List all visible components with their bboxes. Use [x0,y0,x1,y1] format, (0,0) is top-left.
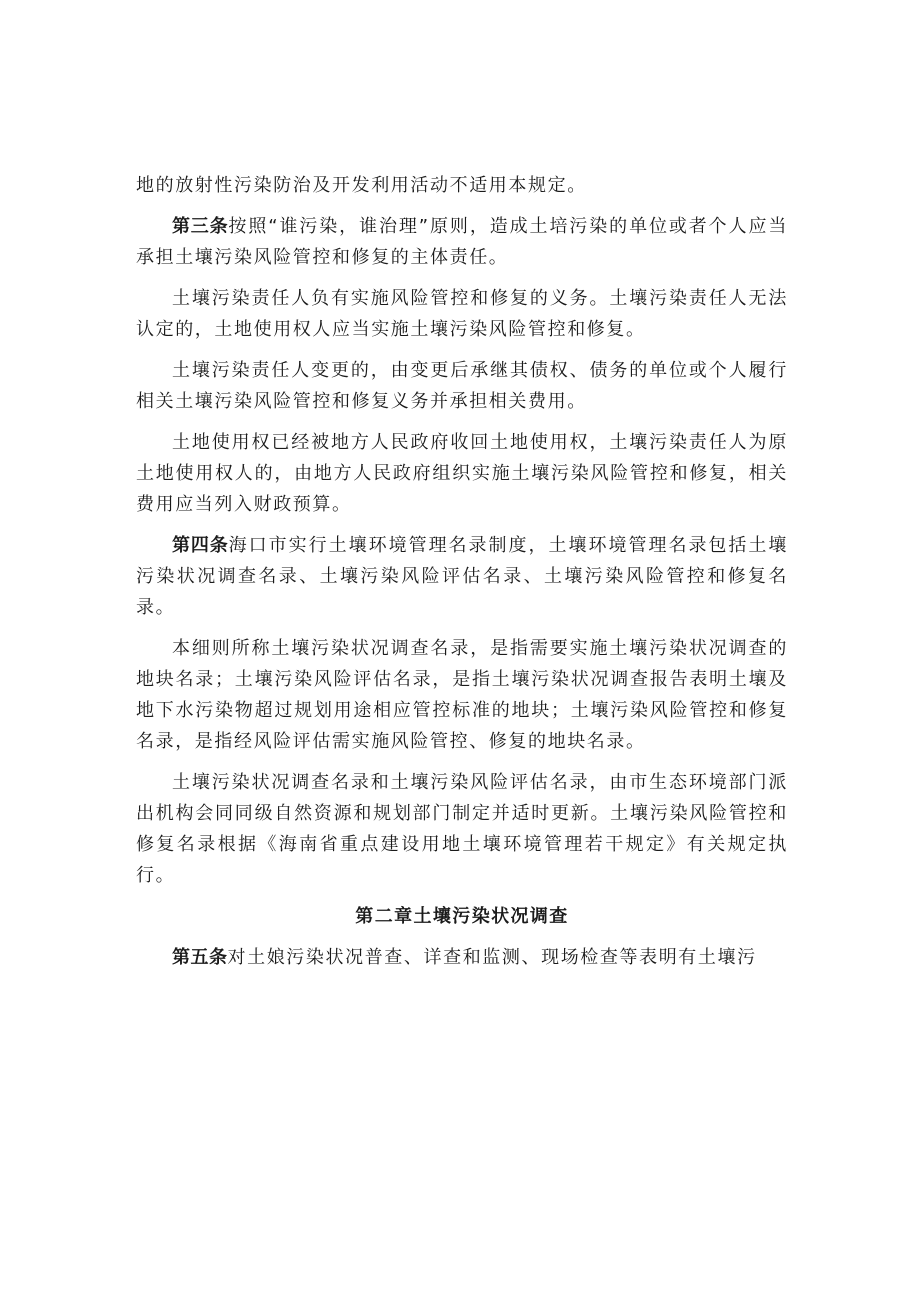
chapter-heading [136,901,788,932]
paragraph-text: 土壤污染状况调查名录和土壤污染风险评估名录，由市生态环境部门派出机构会同同级自然资源和规划部门制定并适时更新。土壤污染风险管控和修复名录根据《海南省重点建设用地土壤环境管理若干规定》有关规定执行。 [136,772,788,886]
document-body [136,170,788,983]
paragraph [136,633,788,757]
chapter-heading-text: 第二章土壤污染状况调查 [355,906,569,927]
paragraph-text: 按照“谁污染，谁治理”原则，造成土培污染的单位或者个人应当承担土壤污染风险管控和修复的主体责任。 [136,216,788,268]
paragraph-continuation [136,170,788,201]
paragraph-text: 本细则所称土壤污染状况调查名录，是指需要实施土壤污染状况调查的地块名录；土壤污染风险评估名录，是指土壤污染状况调查报告表明土壤及地下水污染物超过规划用途相应管控标准的地块；土壤污染风险管控和修复名录，是指经风险评估需实施风险管控、修复的地块名录。 [136,638,788,752]
article-number: 第四条 [172,535,229,556]
article-number: 第五条 [172,947,228,968]
article-4-paragraph [136,530,788,623]
article-3-paragraph [136,211,788,273]
paragraph-text: 海口市实行土壤环境管理名录制度，土壤环境管理名录包括土壤污染状况调查名录、土壤污染风险评估名录、土壤污染风险管控和修复名录。 [136,535,789,618]
paragraph [136,283,788,345]
paragraph-text: 土壤污染责任人变更的，由变更后承继其债权、债务的单位或个人履行相关土壤污染风险管控和修复义务并承担相关费用。 [136,360,788,412]
paragraph-text: 土地使用权已经被地方人民政府收回土地使用权，土壤污染责任人为原土地使用权人的，由地方人民政府组织实施土壤污染风险管控和修复，相关费用应当列入财政预算。 [136,432,788,515]
paragraph [136,355,788,417]
article-number: 第三条 [172,216,229,237]
paragraph [136,767,788,891]
paragraph-text: 对土娘污染状况普查、详查和监测、现场检查等表明有土壤污 [227,947,757,968]
paragraph-text: 土壤污染责任人负有实施风险管控和修复的义务。土壤污染责任人无法认定的，土地使用权人应当实施土壤污染风险管控和修复。 [136,288,788,340]
article-5-paragraph [136,942,788,973]
paragraph [136,427,788,520]
paragraph-text: 地的放射性污染防治及开发利用活动不适用本规定。 [136,175,587,196]
